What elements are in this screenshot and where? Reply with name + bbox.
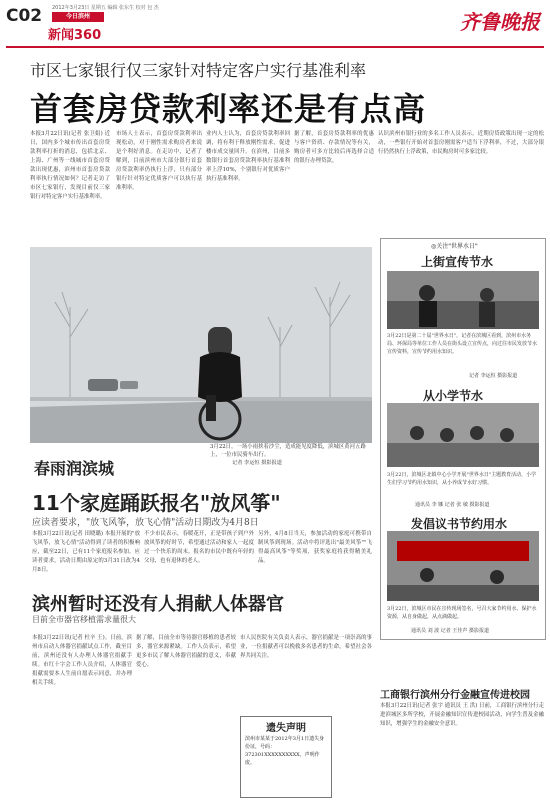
world-water-day-box [380, 238, 546, 640]
water-item-2-photo [387, 403, 539, 467]
donation-subheadline: 目前全市器官移植需求量很大 [32, 615, 136, 624]
kite-headline: 11个家庭踊跃报名"放风筝" [32, 491, 281, 515]
lead-headline: 首套房贷款利率还是有点高 [30, 90, 427, 128]
water-item-2-credit: 通讯员 李 娜 记者 张 敏 摄影报道 [415, 502, 490, 508]
kite-column-2: 不少市民表示，春暖花开，正是带孩子到户外放风筝的好时节，希望通过活动和家人一起度过一个快乐的周末。报名的市民中既有年轻的父母，也有退休的老人。 [144, 531, 254, 564]
donation-column-1: 本报3月22日讯(记者 杜辛 王)。日前，滨州市启动人体器官捐献试点工作，截至目前，滨州还没有人办理人体器官捐献手续。市红十字会工作人员介绍，人体器官捐献需要本人生前自愿表示同意，并办理相关手续。 [32, 635, 132, 686]
water-item-3-credit: 通讯员 刘 波 记者 王佳声 摄影报道 [411, 628, 489, 634]
photo-credit: 记者 李运恒 摄影报道 [232, 460, 282, 466]
box-kicker: ◎关注"世界水日" [431, 243, 478, 250]
water-item-3-photo [387, 531, 539, 601]
channel-name: 新闻360 [48, 28, 102, 43]
water-item-3-caption: 3月22日，滨城区市民在宣传现场签名，号召大家节约用水、保护水资源，从自身做起，从点滴做起。 [387, 606, 537, 620]
students-classroom-illustration [387, 403, 539, 467]
kite-subheadline: 应读者要求，"放飞风筝，放飞心情"活动日期改为4月8日 [32, 518, 259, 528]
water-item-2-caption: 3月22日，滨城区北镇中心小学开展"世界水日"主题教育活动，小学生们学习节约用水知识，从小养成节水好习惯。 [387, 472, 537, 486]
section-label: 今日滨州 [52, 12, 104, 22]
lead-column-1: 本报3月22日讯(记者 张卫娟) 近日，国内多个城市传出首套房贷款利率打折的消息，包括北京、上海、广州等一线城市首套房贷款出现优惠，滨州市首套房贷款利率执行情况如何？记者走访了市区七家银行，发现目前仅三家银行对特定客户实行基准利率。 [30, 131, 110, 200]
lost-notice-box [240, 716, 332, 798]
donation-headline: 滨州暂时还没有人捐献人体器官 [32, 594, 284, 615]
street-campaign-illustration [387, 271, 539, 329]
kite-column-1: 本报3月22日讯(记者 田晓璐) 本报开展的"放飞风筝，放飞心情"活动得到了读者的积极响应，截至22日，已有11个家庭报名参加。应读者要求，活动日期由原定的3月31日改为4月8日。 [32, 531, 140, 573]
donation-column-2: 据了解，目前全市等待器官移植的患者较多，器官来源紧缺。工作人员表示，希望更多市民了解人体器官捐献的意义，奉献爱心。 [136, 635, 236, 668]
photo-title: 春雨润滨城 [34, 459, 115, 478]
water-item-1-head: 上街宣传节水 [421, 255, 494, 269]
donation-column-3: 市人民医院有关负责人表示，器官捐献是一项崇高的事业，一位捐献者可以挽救多名患者的生命，希望社会各界共同关注。 [240, 635, 372, 659]
news-photo-rainy-street [30, 247, 372, 443]
bank-body: 本报3月22日讯(记者 张宇 通讯员 王 洪) 日前，工商银行滨州分行走进滨城区多所学校，开展金融知识宣传进校园活动，向学生普及金融知识，增强学生的金融安全意识。 [380, 703, 544, 727]
notice-title: 遗失声明 [266, 723, 306, 734]
water-item-3-head: 发倡议书节约用水 [411, 517, 508, 531]
newspaper-logo: 齐鲁晚报 [460, 10, 540, 34]
signing-event-illustration [387, 531, 539, 601]
lead-column-3: 业内人士认为，首套房贷款利率回调，将有利于释放刚性需求，促进楼市成交量回升。在滨州，目前多数银行首套房贷款利率执行基准利率上浮10%，个别银行对优质客户执行基准利率。 [206, 131, 290, 182]
kite-column-3: 另外，4月8日当天，参加活动的家庭可携带自制风筝到现场。活动中将评选出"最美风筝""飞得最高风筝"等奖项，获奖家庭将获得精美礼品。 [258, 531, 372, 564]
water-item-1-photo [387, 271, 539, 329]
water-item-1-caption: 3月22日是第二十届"世界水日"，记者在滨城区看到，滨州市水务局、环保局等单位工作人员在街头设立宣传点，向过往市民发放节水宣传资料，宣传节约用水知识。 [387, 333, 538, 355]
lead-column-4: 据了解，首套房贷款利率的优惠与客户资质、存款情况等有关，购房者可多方比较后再选择合适的银行办理贷款。 [294, 131, 374, 164]
street-scene-illustration [30, 247, 372, 443]
bank-headline: 工商银行滨州分行金融宣传进校园 [380, 690, 530, 701]
lead-column-2: 市场人士表示，首套房贷款利率出现松动，对于刚性需求购房者来说是个利好消息。在走访中，记者了解到，目前滨州市大部分银行首套房贷款利率仍执行上浮，只有部分银行针对特定优质客户可以执行基准利率。 [116, 131, 202, 191]
water-item-1-credit: 记者 李运恒 摄影报道 [469, 373, 518, 379]
photo-caption: 3月22日，一场小雨挟着沙尘，造成能见度降低，滨城区黄河五路上，一位市民骑车出行。 [210, 444, 366, 458]
lead-column-5: 认识滨州市银行业的多名工作人员表示，近期房贷政策出现一定的松动，一些银行开始对首套房刚需客户适当下浮利率，不过，大部分银行仍然执行上浮政策，市民购房时可多家比较。 [378, 131, 544, 155]
page-number: C02 [6, 6, 43, 26]
notice-body: 滨州市某某于2012年3月1日遗失身份证，号码：372301XXXXXXXXXX，声明作废。 [245, 736, 325, 766]
lead-subheadline: 市区七家银行仅三家针对特定客户实行基准利率 [30, 61, 367, 80]
header-divider [6, 46, 544, 48]
date-line: 2012年3月23日 星期五 编辑 张东生 校对 包 杰 [52, 5, 159, 11]
water-item-2-head: 从小学节水 [423, 389, 484, 403]
